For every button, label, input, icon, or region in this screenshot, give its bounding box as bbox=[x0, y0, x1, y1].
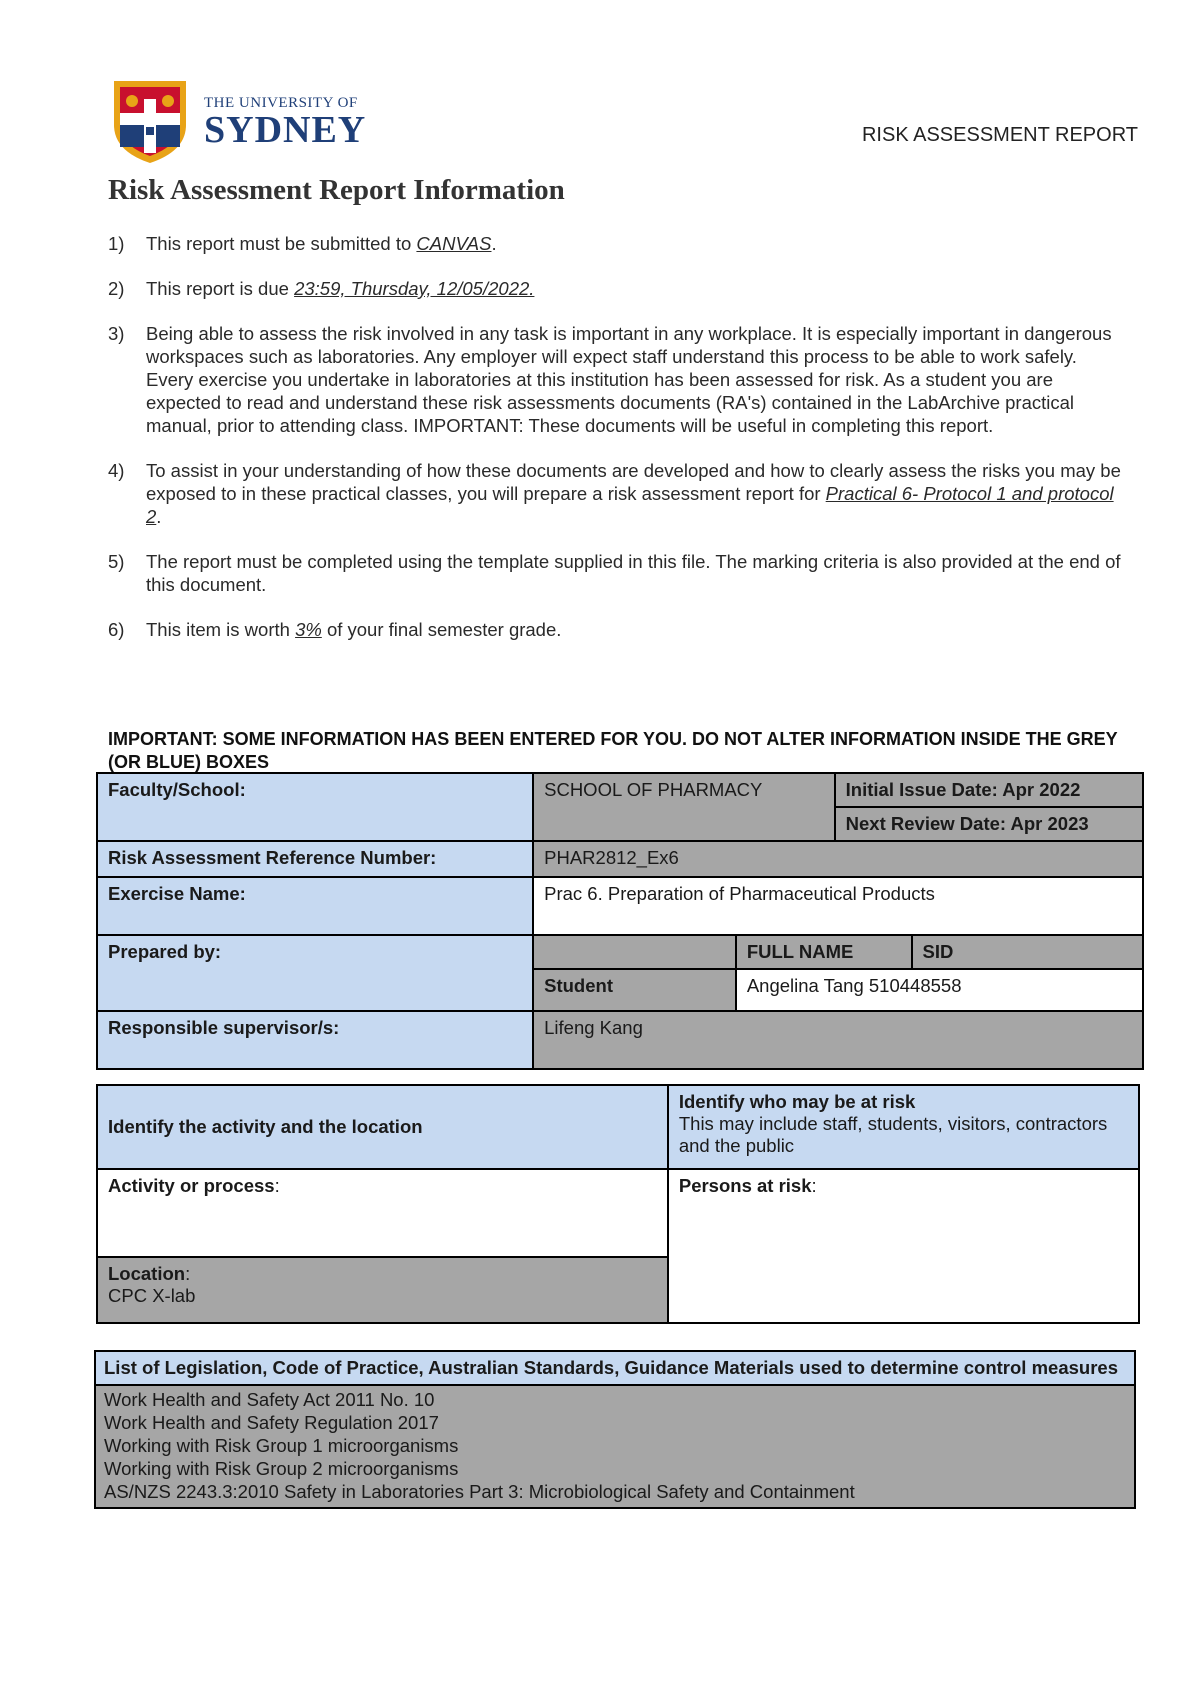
supervisor-label: Responsible supervisor/s: bbox=[97, 1011, 533, 1069]
grade-weight: 3% bbox=[295, 619, 322, 640]
activity-label: Activity or process bbox=[108, 1175, 275, 1196]
persons-at-risk-field[interactable]: Persons at risk: bbox=[668, 1169, 1139, 1323]
item-text: This report must be submitted to bbox=[146, 233, 417, 254]
list-item bbox=[108, 618, 1128, 641]
item-text: This item is worth bbox=[146, 619, 296, 640]
list-item bbox=[108, 232, 1128, 255]
student-name-field[interactable]: Angelina Tang 510448558 bbox=[736, 969, 1143, 1011]
prepared-by-label: Prepared by: bbox=[97, 935, 533, 1011]
university-logo bbox=[110, 76, 370, 166]
due-date: 23:59, Thursday, 12/05/2022. bbox=[294, 278, 535, 299]
activity-header: Identify the activity and the location bbox=[97, 1085, 668, 1169]
persons-label: Persons at risk bbox=[678, 1175, 812, 1196]
item-number: 2) bbox=[108, 278, 125, 299]
location-label: Location bbox=[108, 1263, 186, 1284]
report-label: RISK ASSESSMENT REPORT bbox=[861, 124, 1138, 146]
legislation-item: Working with Risk Group 1 microorganisms bbox=[104, 1435, 459, 1456]
risk-header: Identify who may be at risk bbox=[678, 1091, 916, 1112]
important-note: IMPORTANT: SOME INFORMATION HAS BEEN ENTERED FOR YOU. DO NOT ALTER INFORMATION INSIDE THE GREY (OR BLUE) BOXES bbox=[108, 729, 1118, 772]
item-number: 3) bbox=[108, 323, 125, 344]
activity-field[interactable]: Activity or process: bbox=[97, 1169, 668, 1257]
reference-value: PHAR2812_Ex6 bbox=[533, 841, 1143, 877]
blank-header-cell bbox=[533, 935, 736, 969]
info-table bbox=[96, 772, 1144, 1070]
item-number: 5) bbox=[108, 551, 125, 572]
location-value: CPC X-lab bbox=[108, 1285, 196, 1306]
canvas-link[interactable]: CANVAS bbox=[416, 233, 492, 254]
legislation-item: Work Health and Safety Act 2011 No. 10 bbox=[104, 1389, 435, 1410]
logo-line-2: SYDNEY bbox=[204, 108, 367, 151]
faculty-value: SCHOOL OF PHARMACY bbox=[533, 773, 835, 841]
next-review-date: Next Review Date: Apr 2023 bbox=[835, 807, 1143, 841]
item-number: 1) bbox=[108, 233, 125, 254]
legislation-item: AS/NZS 2243.3:2010 Safety in Laboratories Part 3: Microbiological Safety and Containment bbox=[104, 1481, 855, 1502]
item-text: The report must be completed using the template supplied in this file. The marking criteria is also provided at the end of this document. bbox=[146, 551, 1121, 595]
list-item bbox=[108, 550, 1128, 596]
exercise-label: Exercise Name: bbox=[97, 877, 533, 935]
legislation-header: List of Legislation, Code of Practice, Australian Standards, Guidance Materials used to determine control measures bbox=[95, 1351, 1135, 1385]
sid-header: SID bbox=[912, 935, 1144, 969]
list-item bbox=[108, 459, 1128, 528]
item-text: This report is due bbox=[146, 278, 295, 299]
item-text: To assist in your understanding of how these documents are developed and how to clearly assess the risks you may be exposed to in these practical classes, you will prepare a risk assessment report for bbox=[146, 460, 1121, 504]
reference-label: Risk Assessment Reference Number: bbox=[97, 841, 533, 877]
practical-reference: Practical 6- Protocol 1 and protocol 2 bbox=[146, 483, 1114, 527]
list-item bbox=[108, 277, 1128, 300]
activity-table: Identify the activity and the location Identify who may be at risk This may include staff, students, visitors, contractors and the public Activity or process: Persons at risk: Location: CPC X-lab bbox=[96, 1084, 1140, 1324]
legislation-item: Working with Risk Group 2 microorganisms bbox=[104, 1458, 459, 1479]
risk-subtext: This may include staff, students, visitors, contractors and the public bbox=[678, 1113, 1108, 1156]
item-text-end: . bbox=[156, 506, 162, 527]
item-text: Being able to assess the risk involved in any task is important in any workplace. It is especially important in dangerous workspaces such as laboratories. Any employer will expect staff understand this process to be able to work safely. Every exercise you undertake in laboratories at this institution has been assessed for risk. As a student you are expected to read and understand these risk assessments documents (RA's) contained in the LabArchive practical manual, prior to attending class. IMPORTANT: These documents will be useful in completing this report. bbox=[146, 323, 1112, 436]
legislation-list bbox=[95, 1385, 1135, 1508]
item-text-end: of your final semester grade. bbox=[321, 619, 562, 640]
page-title: Risk Assessment Report Information bbox=[108, 174, 565, 206]
legislation-table bbox=[94, 1350, 1136, 1509]
university-crest-icon bbox=[110, 77, 190, 165]
initial-issue-date: Initial Issue Date: Apr 2022 bbox=[835, 773, 1143, 807]
item-number: 4) bbox=[108, 460, 125, 481]
instruction-list bbox=[108, 232, 1128, 663]
list-item bbox=[108, 322, 1128, 437]
logo-line-1: THE UNIVERSITY OF bbox=[204, 94, 358, 111]
supervisor-value: Lifeng Kang bbox=[533, 1011, 1143, 1069]
faculty-label: Faculty/School: bbox=[97, 773, 533, 841]
item-text-end: . bbox=[491, 233, 497, 254]
full-name-header: FULL NAME bbox=[736, 935, 912, 969]
legislation-item: Work Health and Safety Regulation 2017 bbox=[104, 1412, 439, 1433]
exercise-value: Prac 6. Preparation of Pharmaceutical Products bbox=[533, 877, 1143, 935]
item-number: 6) bbox=[108, 619, 125, 640]
student-label: Student bbox=[533, 969, 736, 1011]
